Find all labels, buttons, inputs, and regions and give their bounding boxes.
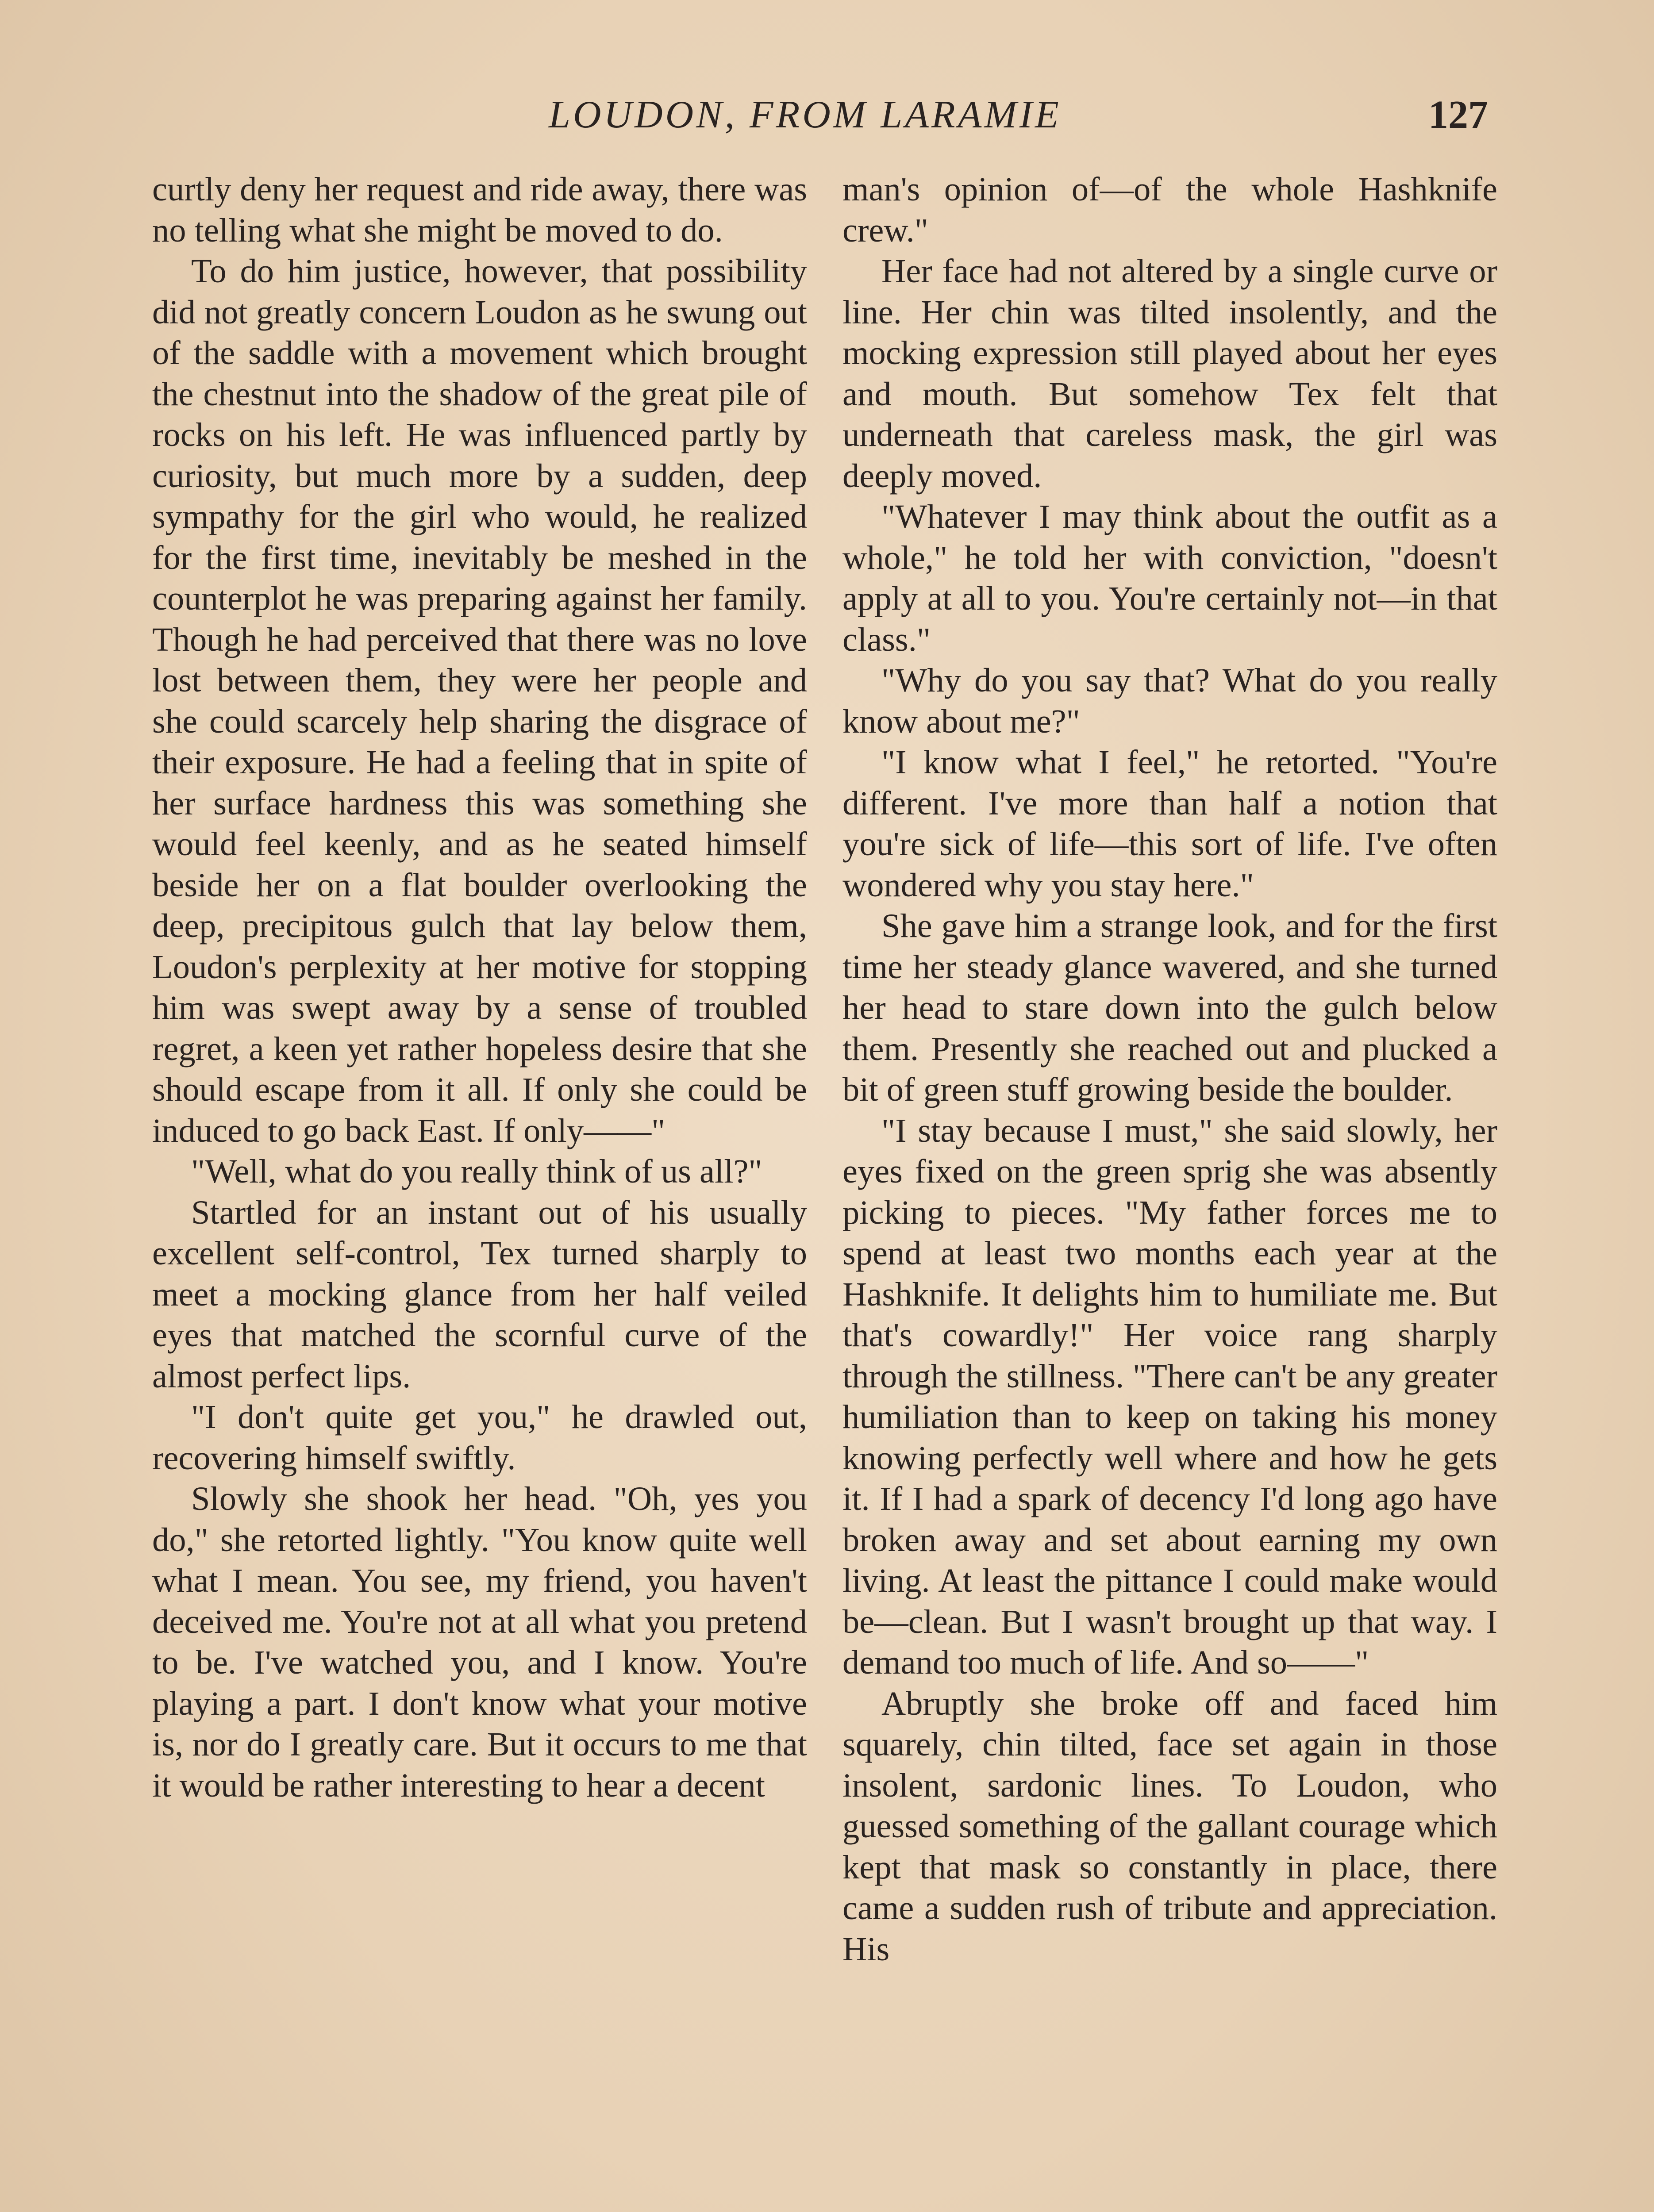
right-text-column [842,169,1497,1970]
paragraph: Her face had not altered by a single curve or line. Her chin was tilted insolently, and the mocking expression still played about her eyes and mouth. But somehow Tex felt that underneath that careless mask, the girl was deeply moved. [842,252,1497,495]
paragraph: To do him justice, however, that possibility did not greatly concern Loudon as he swung out of the saddle with a movement which brought the chestnut into the shadow of the great pile of rocks on his left. He was influenced partly by curiosity, but much more by a sudden, deep sympathy for the girl who would, he realized for the first time, inevitably be meshed in the counterplot he was preparing against her family. Though he had perceived that there was no love lost between them, they were her people and she could scarcely help sharing the disgrace of their exposure. He had a feeling that in spite of her surface hardness this was something she would feel keenly, and as he seated himself beside her on a flat boulder overlooking the deep, precipitous gulch that lay below them, Loudon's perplexity at her motive for stopping him was swept away by a sense of troubled regret, a keen yet rather hopeless desire that she should escape from it all. If only she could be induced to go back East. If only——" [152,252,807,1149]
paragraph: "I know what I feel," he retorted. "You're different. I've more than half a notion that you're sick of life—this sort of life. I've often wondered why you stay here." [842,743,1497,904]
paragraph: "I don't quite get you," he drawled out, recovering himself swiftly. [152,1398,807,1477]
running-title: LOUDON, FROM LARAMIE [549,93,1062,136]
running-header [0,88,1654,142]
paragraph: curtly deny her request and ride away, there was no telling what she might be moved to do. [152,170,807,249]
paragraph: Startled for an instant out of his usually excellent self-control, Tex turned sharply to meet a mocking glance from her half veiled eyes that matched the scornful curve of the almost perfect lips. [152,1193,807,1395]
page-number: 127 [1428,93,1488,137]
paragraph: "Whatever I may think about the outfit as a whole," he told her with conviction, "doesn't apply at all to you. You're certainly not—in that class." [842,498,1497,658]
paragraph: Abruptly she broke off and faced him squarely, chin tilted, face set again in those insolent, sardonic lines. To Loudon, who guessed something of the gallant courage which kept that mask so constantly in place, there came a sudden rush of tribute and appreciation. His [842,1684,1497,1968]
left-text-column [152,169,807,1806]
paragraph: man's opinion of—of the whole Hashknife crew." [842,170,1497,249]
paragraph: "I stay because I must," she said slowly, her eyes fixed on the green sprig she was absently picking to pieces. "My father forces me to spend at least two months each year at the Hashknife. It delights him to humiliate me. But that's cowardly!" Her voice rang sharply through the stillness. "There can't be any greater humiliation than to keep on taking his money knowing perfectly well where and how he gets it. If I had a spark of decency I'd long ago have broken away and set about earning my own living. At least the pittance I could make would be—clean. But I wasn't brought up that way. I demand too much of life. And so——" [842,1111,1497,1681]
paragraph: "Why do you say that? What do you really know about me?" [842,661,1497,740]
paragraph: "Well, what do you really think of us all?" [191,1152,762,1190]
paragraph: She gave him a strange look, and for the first time her steady glance wavered, and she turned her head to stare down into the gulch below them. Presently she reached out and plucked a bit of green stuff growing beside the boulder. [842,907,1497,1108]
paragraph: Slowly she shook her head. "Oh, yes you do," she retorted lightly. "You know quite well what I mean. You see, my friend, you haven't deceived me. You're not at all what you pretend to be. I've watched you, and I know. You're playing a part. I don't know what your motive is, nor do I greatly care. But it occurs to me that it would be rather interesting to hear a decent [152,1480,807,1804]
